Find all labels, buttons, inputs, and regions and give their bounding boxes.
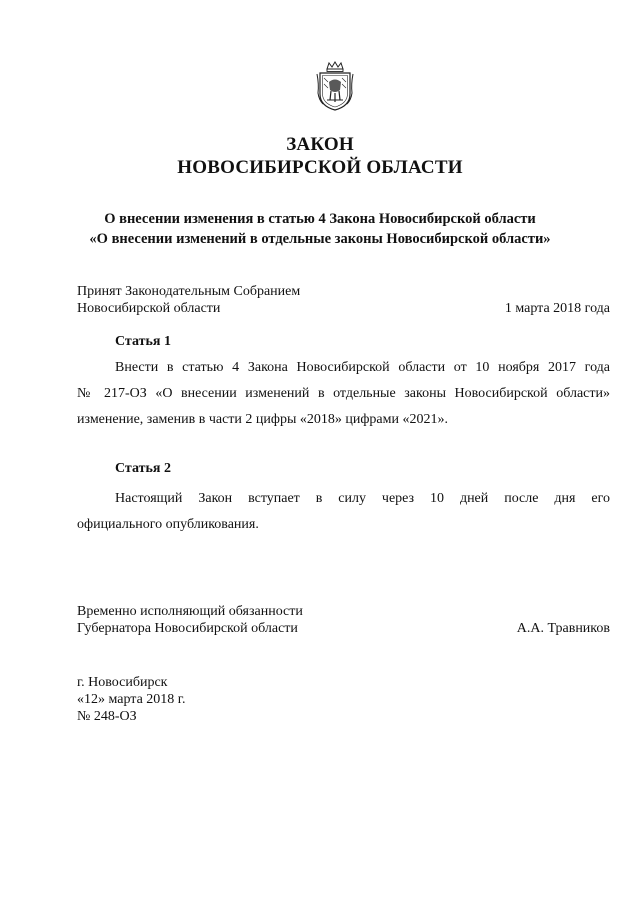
law-subject-line2: «О внесении изменений в отдельные законы Новосибирской области» [89, 231, 551, 247]
adoption-body: Принят Законодательным Собранием [77, 284, 301, 299]
article-1-line: № 217-ОЗ «О внесении изменений в отдельные законы Новосибирской области» [77, 386, 610, 401]
article-1-title: Статья 1 [115, 334, 171, 349]
signatory-name: А.А. Травников [516, 621, 610, 636]
article-2-line: официального опубликования. [77, 517, 259, 532]
law-number: № 248-ОЗ [77, 709, 137, 724]
signatory-position-region: Губернатора Новосибирской области [77, 621, 298, 636]
article-1-line: Внести в статью 4 Закона Новосибирской области от 10 ноября 2017 года [115, 360, 610, 375]
article-2-body [77, 486, 610, 538]
article-1-body [77, 355, 610, 433]
law-subject-line1: О внесении изменения в статью 4 Закона Новосибирской области [104, 211, 536, 227]
law-title: ЗАКОН [286, 134, 354, 155]
adoption-body-region: Новосибирской области [77, 301, 221, 316]
article-1-line: изменение, заменив в части 2 цифры «2018» цифрами «2021». [77, 412, 448, 427]
signatory-position: Временно исполняющий обязанности [77, 604, 303, 619]
signature-line2 [77, 620, 610, 638]
article-2-title: Статья 2 [115, 461, 171, 476]
adoption-date: 1 марта 2018 года [504, 301, 610, 316]
coat-of-arms-icon [316, 60, 354, 112]
law-region-title: НОВОСИБИРСКОЙ ОБЛАСТИ [177, 157, 463, 178]
signing-city: г. Новосибирск [77, 675, 168, 690]
adoption-line2 [77, 300, 610, 318]
signing-date: «12» марта 2018 г. [77, 692, 186, 707]
signature-line1 [77, 603, 610, 621]
article-2-line: Настоящий Закон вступает в силу через 10 дней после дня его [115, 491, 610, 506]
adoption-line1 [77, 283, 610, 301]
